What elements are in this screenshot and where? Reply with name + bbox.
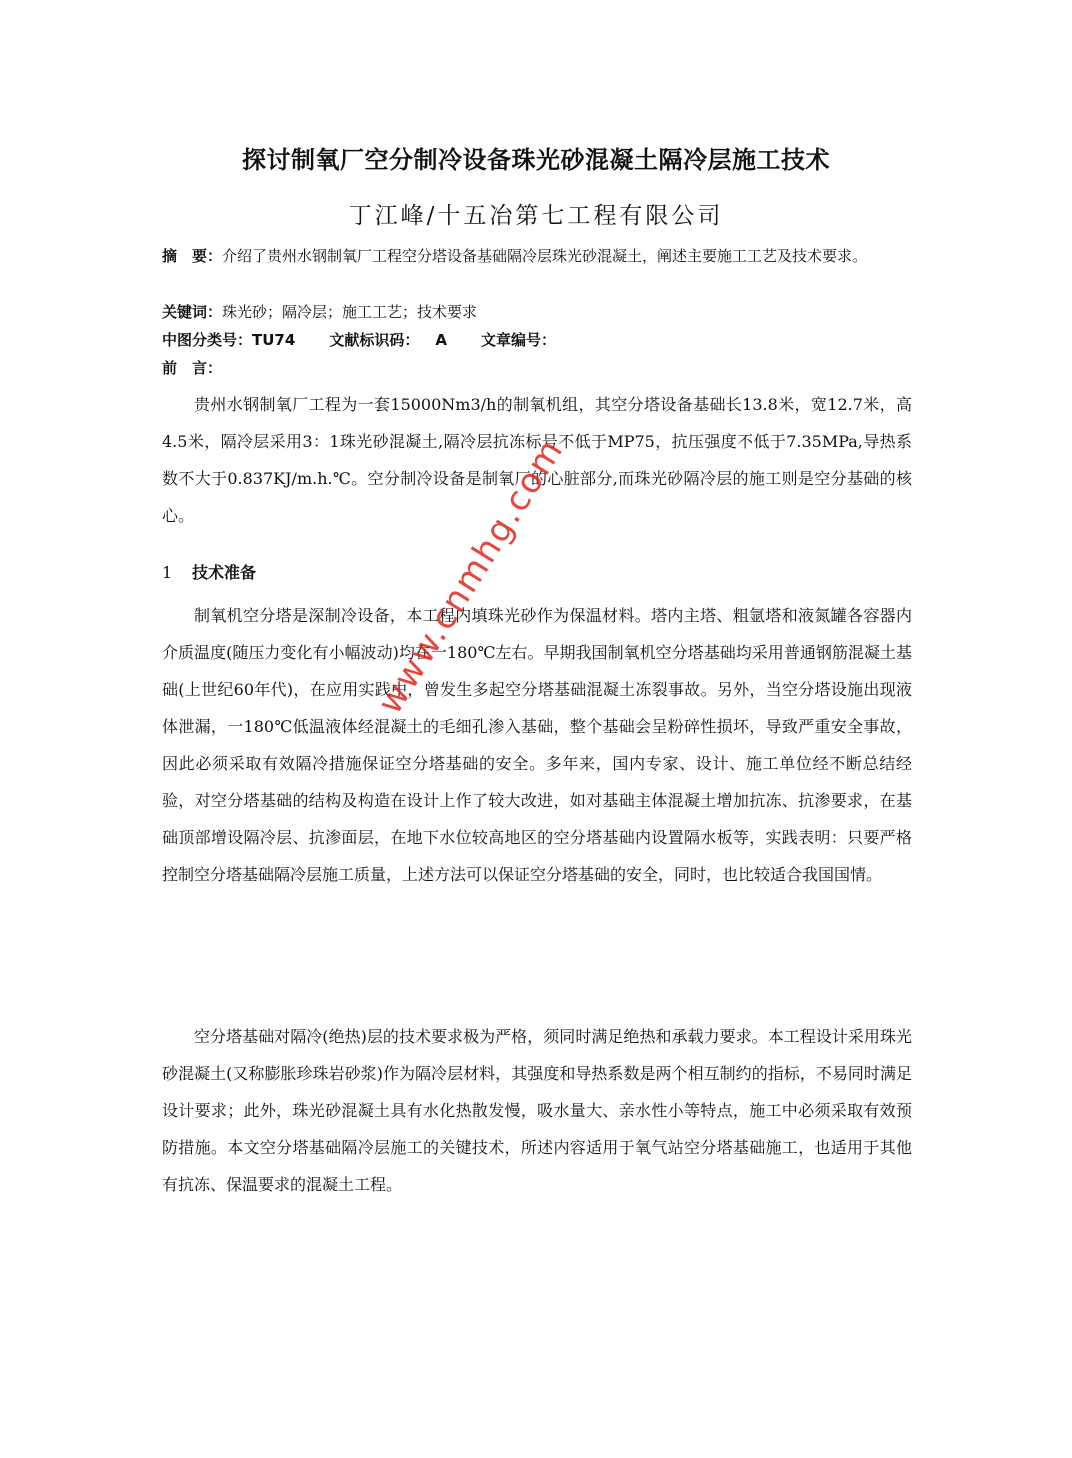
foreword-label: 前 言： xyxy=(162,359,223,377)
section-number: 1 xyxy=(162,563,173,582)
doc-code-value: A xyxy=(435,331,447,349)
abstract xyxy=(162,244,912,268)
doc-code-label: 文献标识码： xyxy=(329,331,420,349)
article-no-label: 文章编号： xyxy=(480,331,556,349)
paragraph-section1-2: 空分塔基础对隔冷(绝热)层的技术要求极为严格，须同时满足绝热和承载力要求。本工程设计采用珠光砂混凝土(又称膨胀珍珠岩砂浆)作为隔冷层材料，其强度和导热系数是两个相互制约的指标，不易同时满足设计要求；此外，珠光砂混凝土具有水化热散发慢，吸水量大、亲水性小等特点，施工中必须采取有效预防措施。本文空分塔基础隔冷层施工的关键技术，所述内容适用于氧气站空分塔基础施工，也适用于其他有抗冻、保温要求的混凝土工程。 xyxy=(162,1027,912,1194)
watermark: www.cnmhg.com xyxy=(370,431,572,722)
clc-label: 中图分类号： xyxy=(162,331,253,349)
document-title: 探讨制氧厂空分制冷设备珠光砂混凝土隔冷层施工技术 xyxy=(242,146,830,174)
classification-line xyxy=(162,328,912,352)
section-heading-1 xyxy=(162,560,256,583)
keywords xyxy=(162,300,912,324)
foreword-heading xyxy=(162,356,912,380)
author-line: 丁江峰/十五冶第七工程有限公司 xyxy=(348,203,724,229)
keywords-label: 关键词： xyxy=(162,303,223,321)
paragraph-section1-1: 制氧机空分塔是深制冷设备，本工程内填珠光砂作为保温材料。塔内主塔、粗氩塔和液氮罐各容器内介质温度(随压力变化有小幅波动)均在一180℃左右。早期我国制氧机空分塔基础均采用普通钢筋混凝土基础(上世纪60年代)，在应用实践中，曾发生多起空分塔基础混凝土冻裂事故。另外，当空分塔设施出现液体泄漏，一180℃低温液体经混凝土的毛细孔渗入基础，整个基础会呈粉碎性损坏，导致严重安全事故，因此必须采取有效隔冷措施保证空分塔基础的安全。多年来，国内专家、设计、施工单位经不断总结经验，对空分塔基础的结构及构造在设计上作了较大改进，如对基础主体混凝土增加抗冻、抗渗要求，在基础顶部增设隔冷层、抗渗面层，在地下水位较高地区的空分塔基础内设置隔水板等，实践表明：只要严格控制空分塔基础隔冷层施工质量，上述方法可以保证空分塔基础的安全，同时，也比较适合我国国情。 xyxy=(162,606,912,884)
keywords-text: 珠光砂；隔冷层；施工工艺；技术要求 xyxy=(222,303,478,321)
abstract-label: 摘 要： xyxy=(162,247,223,265)
clc-value: TU74 xyxy=(252,331,296,349)
paragraph-foreword: 贵州水钢制氧厂工程为一套15000Nm3/h的制氧机组，其空分塔设备基础长13.8米，宽12.7米，高4.5米，隔冷层采用3：1珠光砂混凝土,隔冷层抗冻标号不低于MP75，抗压强度不低于7.35MPa,导热系数不大于0.837KJ/m.h.℃。空分制冷设备是制氧厂的心脏部分,而珠光砂隔冷层的施工则是空分基础的核心。 xyxy=(162,395,912,525)
abstract-text: 介绍了贵州水钢制氧厂工程空分塔设备基础隔冷层珠光砂混凝土，阐述主要施工工艺及技术要求。 xyxy=(222,247,868,265)
section-title: 技术准备 xyxy=(192,563,257,582)
